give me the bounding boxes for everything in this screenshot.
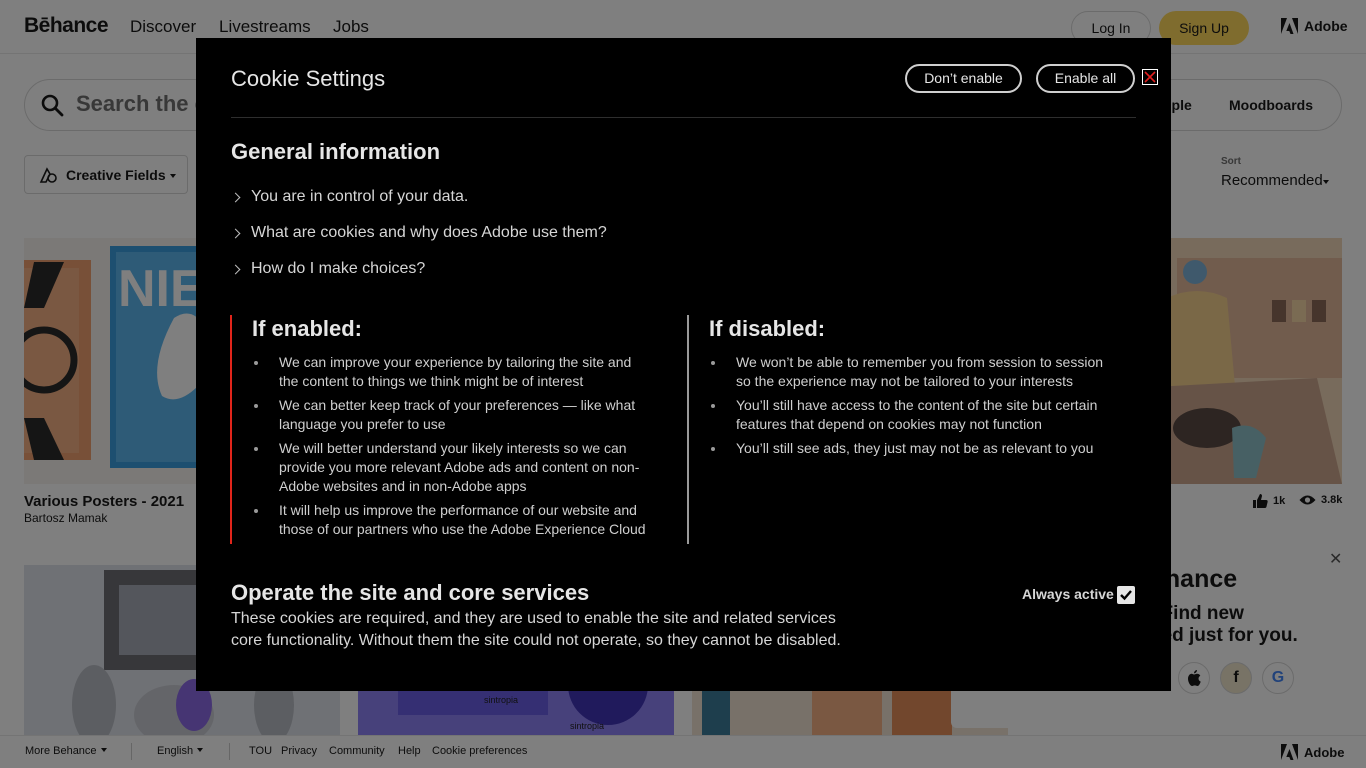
list-item: We won’t be able to remember you from session to session so the experience may not be tailored to your interests: [709, 353, 1104, 391]
cookie-settings-dialog: [196, 38, 1171, 691]
if-enabled-list: [252, 353, 647, 544]
always-active-checkbox[interactable]: [1117, 586, 1135, 604]
accordion-item-make-choices[interactable]: [231, 260, 425, 278]
dialog-title: Cookie Settings: [231, 66, 386, 91]
list-item: We can better keep track of your preferences — like what language you prefer to use: [252, 396, 647, 434]
accordion-label: You are in control of your data.: [251, 188, 469, 205]
dont-enable-button[interactable]: Don’t enable: [905, 64, 1022, 93]
header-divider: [231, 117, 1136, 118]
checkmark-icon: [1117, 586, 1135, 604]
accordion-label: What are cookies and why does Adobe use them?: [251, 224, 607, 241]
accordion-item-what-are-cookies[interactable]: [231, 224, 607, 242]
close-icon: [1143, 70, 1157, 84]
accordion-label: How do I make choices?: [251, 260, 426, 277]
close-dialog-button[interactable]: [1142, 69, 1158, 85]
if-disabled-list: [709, 353, 1104, 463]
list-item: We can improve your experience by tailoring the site and the content to things we think might be of interest: [252, 353, 647, 391]
general-information-heading: General information: [231, 139, 441, 164]
if-enabled-column: [230, 315, 646, 544]
if-disabled-column: [687, 315, 1137, 544]
list-item: You’ll still see ads, they just may not be as relevant to you: [709, 439, 1104, 458]
always-active-label: Always active: [1022, 586, 1114, 602]
if-disabled-heading: If disabled:: [709, 316, 826, 341]
operate-site-heading: Operate the site and core services: [231, 580, 590, 605]
accordion-item-control[interactable]: [231, 188, 468, 206]
list-item: It will help us improve the performance of our website and those of our partners who use the Adobe Experience Cloud: [252, 501, 647, 539]
chevron-right-icon: [231, 228, 241, 238]
chevron-right-icon: [231, 264, 241, 274]
chevron-right-icon: [231, 192, 241, 202]
list-item: You’ll still have access to the content of the site but certain features that depend on cookies may not function: [709, 396, 1104, 434]
list-item: We will better understand your likely interests so we can provide you more relevant Adobe ads and content on non-Adobe websites and in non-Adobe apps: [252, 439, 647, 496]
if-enabled-heading: If enabled:: [252, 316, 363, 341]
enable-all-button[interactable]: Enable all: [1036, 64, 1135, 93]
operate-site-description: These cookies are required, and they are used to enable the site and related services core functionality. Without them the site could not operate, so they cannot be disabled.: [231, 610, 841, 649]
